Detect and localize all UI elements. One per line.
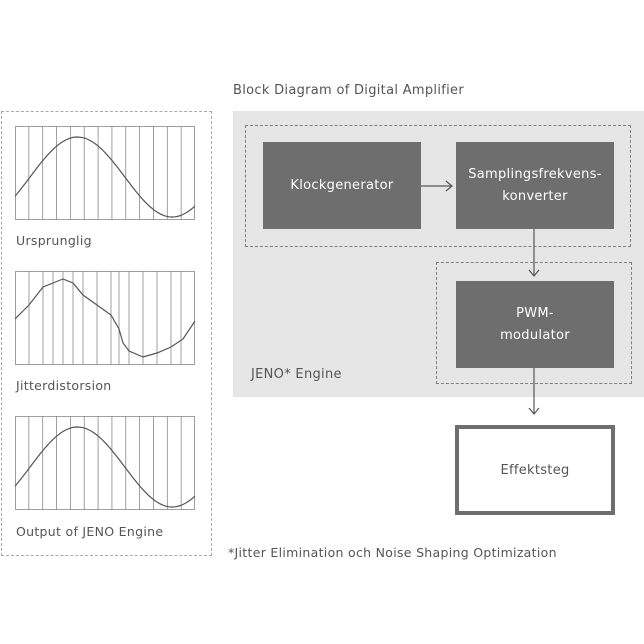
waveform-label-jitter: Jitterdistorsion [16,378,112,393]
diagram-title: Block Diagram of Digital Amplifier [233,83,464,98]
block-pwm-modulator [456,281,614,368]
waveform-output [15,416,195,510]
waveform-curve [15,279,195,357]
waveform-label-original: Ursprunglig [16,233,92,248]
block-pwm-label-line1: PWM- [516,305,554,321]
waveform-curve [15,427,195,507]
block-pwm-label-line2: modulator [500,327,570,343]
arrow-pwm-to-power-head [529,408,539,414]
waveform-label-output: Output of JENO Engine [16,524,164,539]
block-sample-rate-converter [456,142,614,229]
waveform-grid [16,271,195,365]
block-power-stage-label: Effektsteg [500,462,570,478]
block-power-stage [455,425,615,515]
waveform-frame [16,272,195,365]
waveform-original [15,126,195,220]
block-clock-generator-label: Klockgenerator [290,177,394,193]
engine-label: JENO* Engine [251,367,342,382]
block-clock-generator [263,142,421,229]
waveform-grid [16,126,195,220]
waveform-grid [16,416,195,510]
waveform-jitter [15,271,195,365]
block-src-label-line2: konverter [502,188,568,204]
waveform-curve [15,137,195,217]
block-src-label-line1: Samplingsfrekvens- [468,166,602,182]
footnote: *Jitter Elimination och Noise Shaping Optimization [228,545,557,560]
